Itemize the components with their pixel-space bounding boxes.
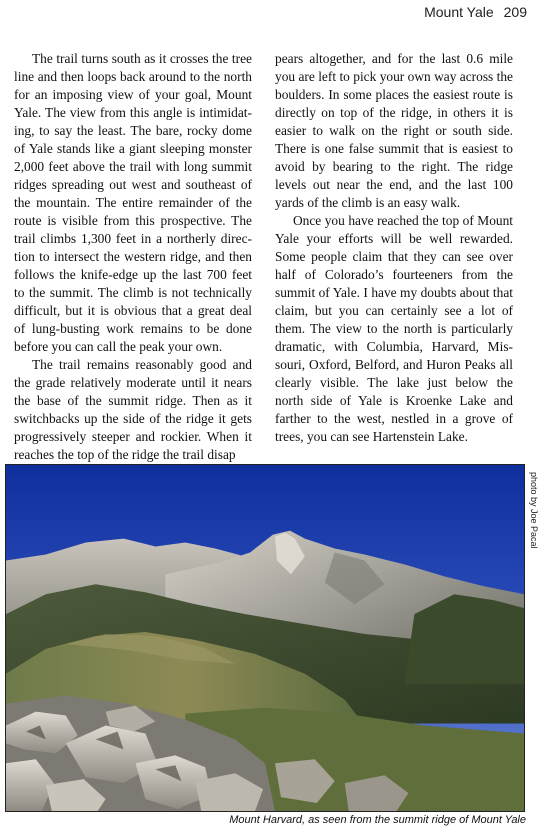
chapter-title: Mount Yale <box>424 4 494 20</box>
photo-credit <box>528 472 540 582</box>
mountain-photo <box>5 464 525 812</box>
photo-credit-text: photo by Joe Pacal <box>529 472 539 549</box>
page-number: 209 <box>503 4 527 20</box>
mountain-landscape-image <box>6 465 524 811</box>
paragraph: Once you have reached the top of Mount Yale your efforts will be well rewarded. Some people claim that they can see over half of Colorado’s fourteeners from the summit of Yale. I have my doubts about that claim, but you can certainly see a lot of them. The view to the north is particularly dramatic, with Columbia, Harvard, Missouri, Oxford, Belford, and Huron Peaks all clearly visible. The lake just below the north side of Yale is Kroenke Lake and farther to the west, nestled in a grove of trees, you can see Hartenstein Lake. <box>275 213 513 444</box>
paragraph: The trail turns south as it crosses the tree line and then loops back around to the north for an imposing view of your goal, Mount Yale. The view from this angle is intimidating, to say the least. The bare, rocky dome of Yale stands like a giant sleeping monster 2,000 feet above the trail with long summit ridges spreading out west and southeast of the mountain. The entire remainder of the route is visible from this prospective. The trail climbs 1,300 feet in a northerly direction to intersect the western ridge, and then follows the knife-edge up the last 700 feet to the summit. The climb is not technically difficult, but it is obvious that a great deal of lung-busting work remains to be done before you can call the peak your own. <box>14 51 252 354</box>
right-column <box>275 50 513 446</box>
paragraph: The trail remains reasonably good and the grade relatively moderate until it nears the base of the summit ridge. Then as it switchbacks up the side of the ridge it gets progressively steeper and rockier. When it reaches the top of the ridge the trail disap <box>14 357 252 462</box>
left-column <box>14 50 252 464</box>
photo-caption: Mount Harvard, as seen from the summit ridge of Mount Yale <box>229 814 526 826</box>
running-head <box>424 4 527 20</box>
paragraph-continued: pears altogether, and for the last 0.6 mile you are left to pick your own way across the boulders. In some places the easiest route is directly on top of the ridge, in others it is easier to walk on the right or south side. There is one false summit that is easiest to avoid by bearing to the right. The ridge levels out near the end, and the last 100 yards of the climb is an easy walk. <box>275 51 513 210</box>
